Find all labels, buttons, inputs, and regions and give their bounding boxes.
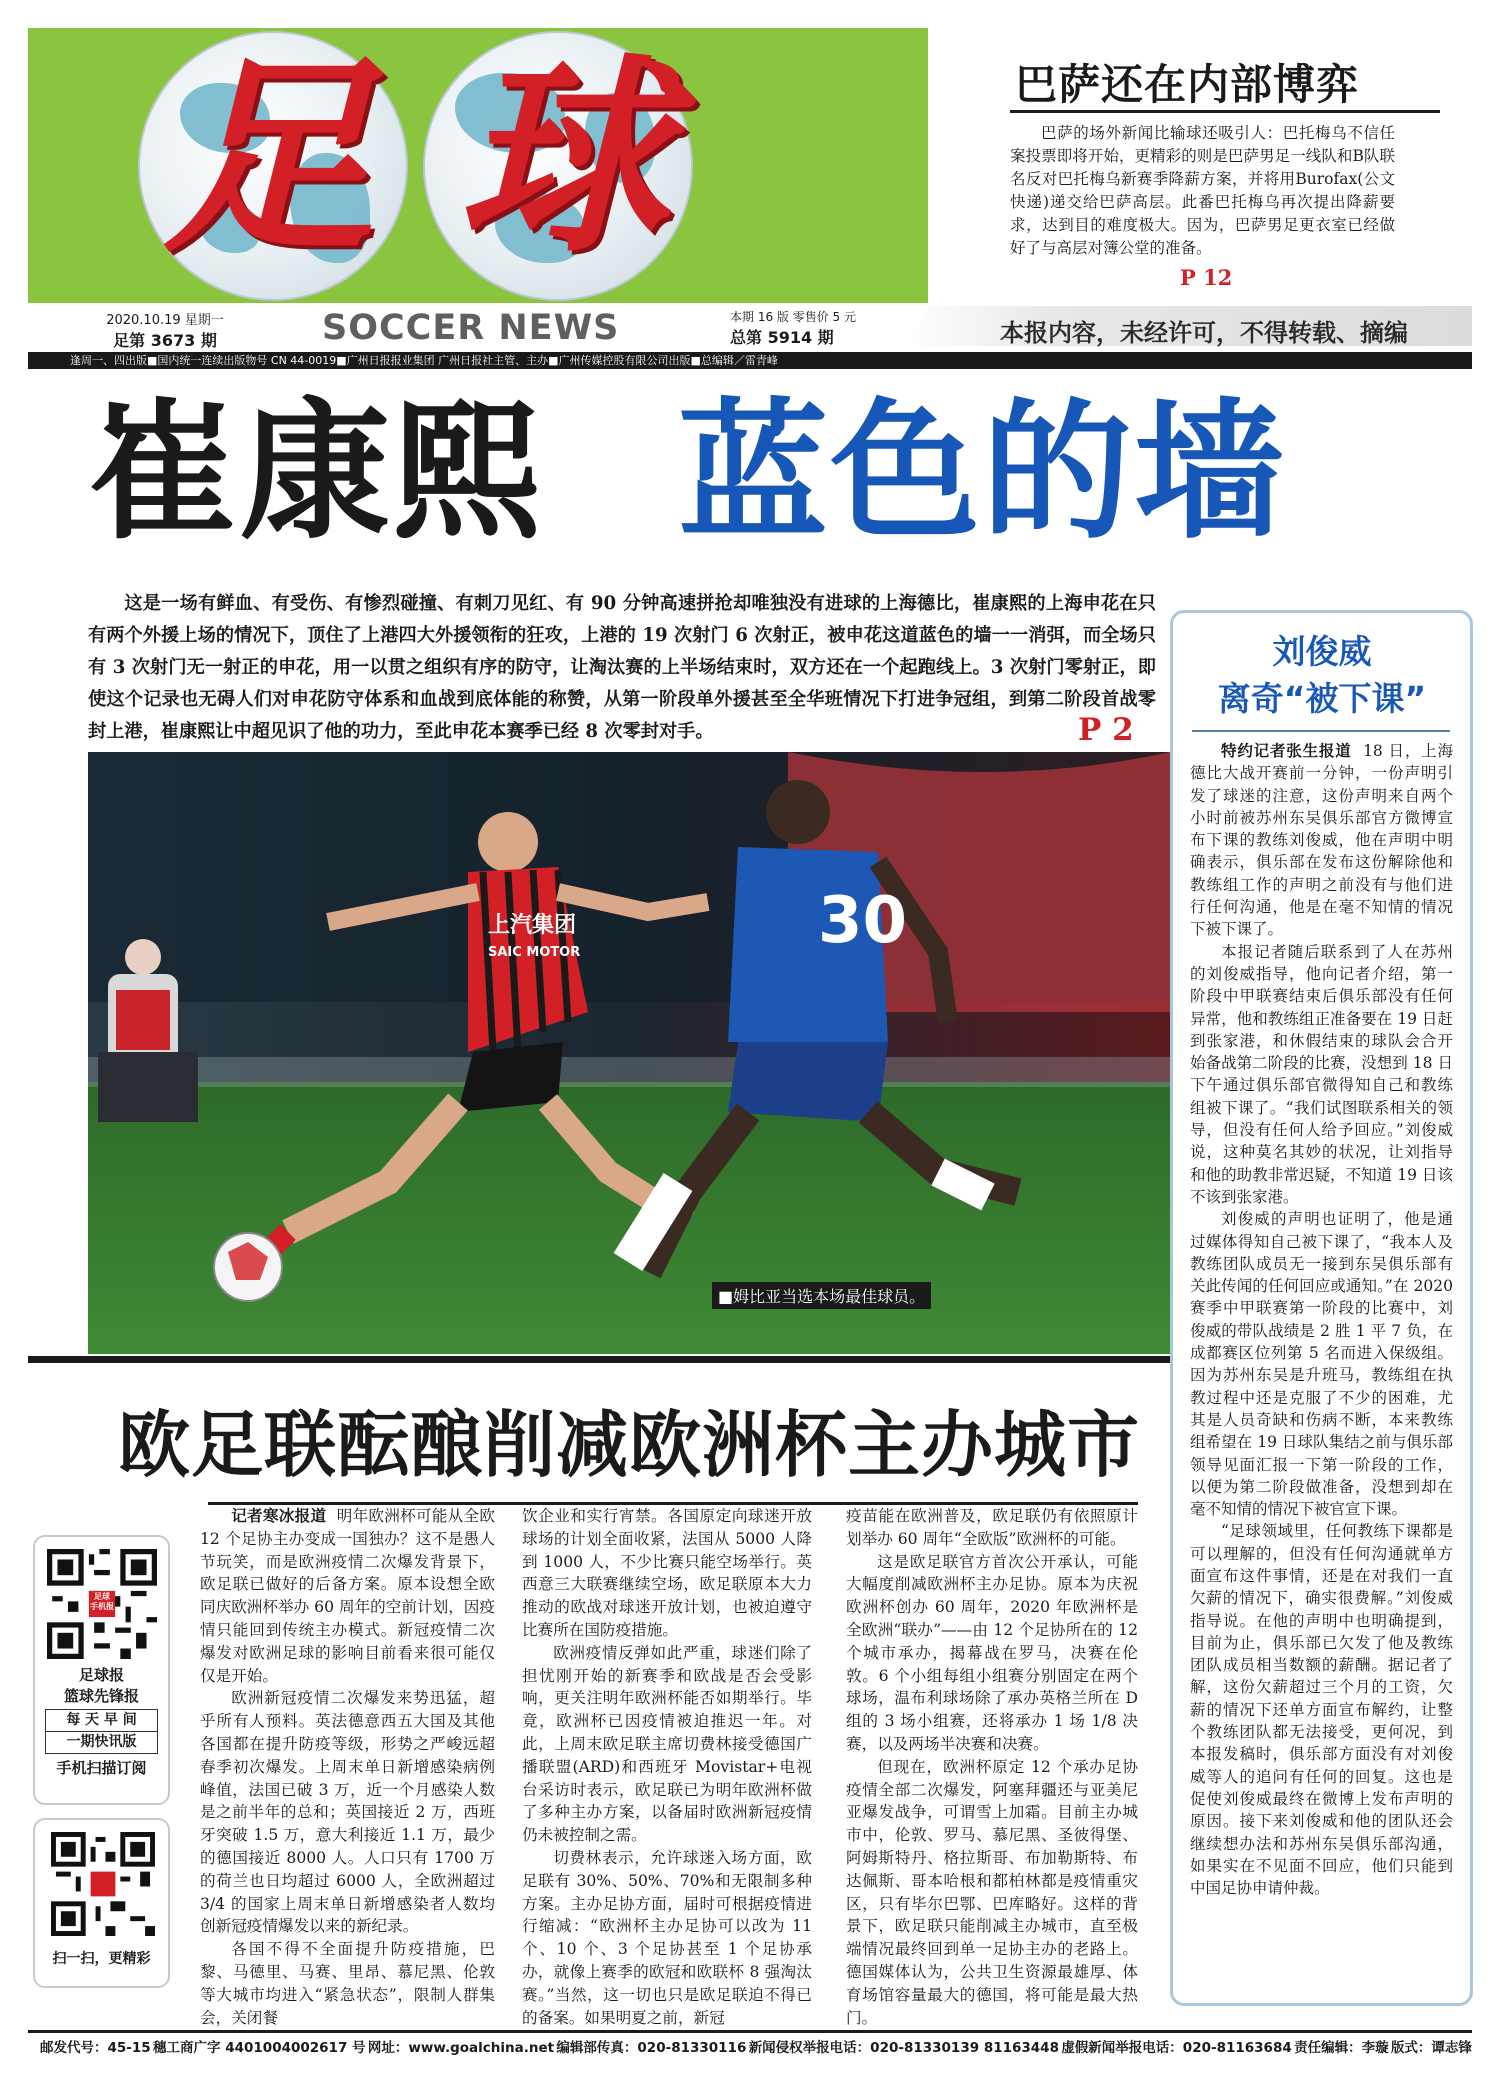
sidebar-paragraph xyxy=(1190,740,1453,941)
footer-fake-news-phone: 虚假新闻举报电话：020-81163684 xyxy=(1061,2040,1292,2056)
soccer-news-wordmark: SOCCER NEWS xyxy=(322,308,620,348)
promo-title: 巴萨还在内部博弈 xyxy=(1015,60,1360,109)
article-paragraph: 疫苗能在欧洲普及，欧足联仍有依照原计划举办 60 周年“全欧版”欧洲杯的可能。 xyxy=(846,1507,1138,1548)
sidebar-paragraph: 刘俊威的声明也证明了，他是通过媒体得知自己被下课了，“我本人及教练团队成员无一接到东吴俱乐部有关此传闻的任何回应或通知。”在 2020 赛季中甲联赛第一阶段的比赛中，刘俊威的带队战绩是 2 胜 1 平 7 负，在成都赛区位列第 5 名而进入保级组。因为苏州东吴是升班马，教练组在执教过程中还是克服了不少的困难，尤其是人员奇缺和伤病不断，本来教练组希望在 19 日球队集结之前与俱乐部领导见面汇报一下第一阶段的工作，以便为第二阶段做准备，没想到却在毫不知情的情况下被官宣下课。 xyxy=(1190,1210,1453,1519)
footer-license: 穗工商广字 4401004002617 号 xyxy=(153,2040,366,2056)
issue-number: 足第 3673 期 xyxy=(113,331,217,350)
article-paragraph: 这是欧足联官方首次公开承认，可能大幅度削减欧洲杯主办足协。原本为庆祝欧洲杯创办 60 周年，2020 年欧洲杯是全欧洲“联办”——由 12 个足协所在的 12 个城市承办，揭幕战在罗马，决赛在伦敦。6 个小组每组小组赛分别固定在两个球场，温布利球场除了承办英格兰所在 D 组的 3 场小组赛，还将承办 1 场 1/8 决赛，以及两场半决赛和决赛。 xyxy=(846,1552,1138,1753)
footer-website[interactable]: 网址：www.goalchina.net xyxy=(367,2040,555,2056)
pages-price: 本期 16 版 零售价 5 元 xyxy=(730,310,856,324)
article-paragraph: 饮企业和实行宵禁。各国原定向球迷开放球场的计划全面收紧，法国从 5000 人降到 1000 人，不少比赛只能空场举行。英西意三大联赛继续空场，欧足联原本大力推动的欧战对球迷开放计划，也被迫遵守比赛所在国防疫措施。 xyxy=(522,1507,812,1639)
article-paragraph-text: 明年欧洲杯可能从全欧 12 个足协主办变成一国独办？这不是愚人节玩笑，而是欧洲疫情二次爆发背景下，欧足联已做好的后备方案。原本设想全欧同庆欧洲杯举办 60 周年的空前计划，因疫情只能回到传统主办模式。新冠疫情二次爆发对欧洲足球的影响目前看来很可能仅仅是开始。 xyxy=(200,1507,495,1685)
article-paragraph xyxy=(200,1505,495,1687)
sidebar-rule xyxy=(1192,730,1450,732)
footer-postal: 邮发代号：45-15 xyxy=(40,2040,151,2056)
promo-body: 巴萨的场外新闻比输球还吸引人：巴托梅乌不信任案投票即将开始，更精彩的则是巴萨男足一线队和B队联名反对巴托梅乌新赛季降薪方案，并将用Burofax(公文快递)递交给巴萨高层。此番巴托梅乌再次提出降薪要求，达到目的难度极大。因为，巴萨男足更衣室已经做好了与高层对簿公堂的准备。 xyxy=(1010,124,1395,257)
photo-bottom-rule xyxy=(28,1356,1172,1363)
issue-date: 2020.10.19 星期一 xyxy=(106,313,224,328)
qr-badge-text: 足球 xyxy=(94,1592,110,1601)
qr-badge-sub: 手机报 xyxy=(90,1602,114,1611)
sidebar-paragraph: 本报记者随后联系到了人在苏州的刘俊威指导，他向记者介绍，第一阶段中甲联赛结束后俱乐部没有任何异常，他和教练组正准备要在 19 日赶到张家港，和休假结束的球队会合开始备战第二阶段的比赛，没想到 18 日下午通过俱乐部官微得知自己和教练组被下课了。“我们试图联系相关的领导，但没有任何人给予回应。”刘俊威说，这种莫名其妙的状况，让刘指导和他的助教非常迟疑，不知道 19 日该不该到张家港。 xyxy=(1190,942,1453,1206)
jersey-number: 30 xyxy=(818,884,908,958)
footer-fax: 编辑部传真：020-81330116 xyxy=(556,2040,747,2056)
footer-rule xyxy=(28,2030,1472,2033)
footer-editor: 责任编辑：李璇 xyxy=(1294,2040,1389,2056)
qr-label-line-2: 篮球先锋报 xyxy=(63,1687,139,1705)
publication-bar: 逢周一、四出版■国内统一连续出版物号 CN 44-0019■广州日报报业集团 广州日报社主管、主办■广州传媒控股有限公司出版■总编辑／雷青峰 xyxy=(28,352,1472,369)
sidebar-title-line-2: 离奇“被下课” xyxy=(1217,679,1427,718)
match-photo-illustration xyxy=(88,752,1170,1354)
article-column-1 xyxy=(200,1505,495,2029)
copyright-notice: 本报内容，未经许可，不得转载、摘编 xyxy=(1000,319,1408,347)
sidebar-title xyxy=(1172,628,1472,722)
article-paragraph: 欧洲新冠疫情二次爆发来势迅猛，超乎所有人预料。英法德意西五大国及其他各国都在提升防疫等级，形势之严峻远超春季初次爆发。上周末单日新增感染病例峰值，法国已破 3 万，近一个月感染人数是之前半年的总和；英国接近 2 万，西班牙突破 1.5 万，意大利接近 1.1 万，最少的德国接近 8000 人。人口只有 1700 万的荷兰也日均超过 6000 人，全欧洲超过 3/4 的国家上周末单日新增感染者人数均创新冠疫情爆发以来的新纪录。 xyxy=(200,1689,495,1936)
date-block xyxy=(90,309,240,351)
article-paragraph: 各国不得不全面提升防疫措施，巴黎、马德里、马赛、里昂、慕尼黑、伦敦等大城市均进入“紧急状态”，限制人群集会，关闭餐 xyxy=(200,1940,495,2027)
sidebar-body xyxy=(1190,740,1453,1899)
promo-page-ref[interactable]: P 12 xyxy=(1180,265,1233,290)
qr-label-line-5: 手机扫描订阅 xyxy=(56,1759,147,1777)
sidebar-paragraph: “足球领域里，任何教练下课都是可以理解的，但没有任何沟通就单方面宣布这件事情，还是在对我们一直欠薪的情况下，确实很费解。”刘俊威指导说。在他的声明中也明确提到，目前为止，俱乐部已欠发了他及教练团队成员相当数额的薪酬。据记者了解，这份欠薪超过三个月的工资，欠薪的情况下还单方面宣布解约，让整个教练团队都无法接受，更何况，到本报发稿时，俱乐部方面没有对刘俊威等人的追问有任何的回复。这也是促使刘俊威最终在微博上发布声明的原因。接下来刘俊威和他的团队还会继续想办法和苏州东吴俱乐部沟通，如果实在不见面不回应，他们只能到中国足协申请仲裁。 xyxy=(1190,1522,1453,1898)
article-paragraph: 但现在，欧洲杯原定 12 个承办足协疫情全部二次爆发，阿塞拜疆还与亚美尼亚爆发战争，可谓雪上加霜。目前主办城市中，伦敦、罗马、慕尼黑、圣彼得堡、阿姆斯特丹、格拉斯哥、布加勒斯特、布达佩斯、哥本哈根和都柏林都是疫情重灾区，只有毕尔巴鄂、巴库略好。这样的背景下，欧足联只能削减主办城市，直至极端情况最终回到单一足协主办的老路上。德国媒体认为，公共卫生资源最雄厚、体育场馆容量最大的德国，将可能是最大热门。 xyxy=(846,1757,1138,2027)
qr-subscribe-box[interactable] xyxy=(33,1535,170,1805)
logo-char-zu: 足 xyxy=(163,34,374,281)
footer-designer: 版式：谭志锋 xyxy=(1390,2040,1472,2056)
qr-label-line-1: 足球报 xyxy=(78,1666,124,1684)
qr-follow-label: 扫一扫，更精彩 xyxy=(52,1951,151,1967)
footer-tip-phone: 新闻侵权举报电话：020-81330139 81163448 xyxy=(748,2040,1059,2056)
main-headline-blue: 蓝色的墙 xyxy=(678,384,1287,560)
jersey-sponsor: 上汽集团 xyxy=(488,913,577,938)
promo-rule xyxy=(1010,110,1440,113)
sidebar-byline: 特约记者张生报道 xyxy=(1221,742,1352,760)
main-lead: 这是一场有鲜血、有受伤、有惨烈碰撞、有刺刀见红、有 90 分钟高速拼抢却唯独没有进球的上海德比，崔康熙的上海申花在只有两个外援上场的情况下，顶住了上港四大外援领衔的狂攻，上港的 19 次射门 6 次射正，被申花这道蓝色的墙一一消弭，而全场只有 3 次射门无一射正的申花，用一以贯之组织有序的防守，让淘汰赛的上半场结束时，双方还在一个起跑线上。3 次射门零射正，即使这个记录也无碍人们对申花防守体系和血战到底体能的称赞，从第一阶段单外援甚至全华班情况下打进争冠组，到第二阶段首战零封上港，崔康熙让中超见识了他的功力，至此申花本赛季已经 8 次零封对手。 xyxy=(88,593,1156,742)
logo-char-qiu: 球 xyxy=(458,34,669,281)
photo-caption: ■姆比亚当选本场最佳球员。 xyxy=(712,1282,931,1309)
second-headline: 欧足联酝酿削减欧洲杯主办城市 xyxy=(118,1402,1141,1487)
article-paragraph: 切费林表示，允许球迷入场方面，欧足联有 30%、50%、70%和无限制多种方案。主办足协方面，届时可根据疫情进行缩减：“欧洲杯主办足协可以改为 11 个、10 个、3 个足协甚至 1 个足协承办，就像上赛季的欧冠和欧联杯 8 强淘汰赛。”当然，这一切也只是欧足联迫不得已的备案。如果明夏之前，新冠 xyxy=(522,1848,812,2027)
article-byline: 记者寒冰报道 xyxy=(231,1507,327,1525)
main-headline-name: 崔康熙 xyxy=(88,384,545,560)
total-issue: 总第 5914 期 xyxy=(730,328,834,347)
jersey-sponsor-sub: SAIC MOTOR xyxy=(488,945,581,960)
article-column-2 xyxy=(522,1505,812,2029)
article-column-3 xyxy=(846,1505,1138,2029)
qr-label-line-4: 一期快讯版 xyxy=(45,1732,158,1754)
article-paragraph: 欧洲疫情反弹如此严重，球迷们除了担忧刚开始的新赛季和欧战是否会受影响，更关注明年欧洲杯能否如期举行。毕竟，欧洲杯已因疫情被迫推迟一年。对此，上周末欧足联主席切费林接受德国广播联盟(ARD)和西班牙 Movistar+电视台采访时表示，欧足联已为明年欧洲杯做了多种主办方案，以备届时欧洲新冠疫情仍未被控制之需。 xyxy=(522,1643,812,1845)
qr-code-icon[interactable] xyxy=(51,1832,155,1936)
masthead xyxy=(28,28,928,303)
qr-subscribe-label xyxy=(35,1665,168,1779)
sidebar-title-line-1: 刘俊威 xyxy=(1272,632,1372,671)
footer xyxy=(40,2036,1472,2056)
qr-badge xyxy=(87,1592,117,1612)
main-page-ref[interactable]: P 2 xyxy=(1078,712,1134,748)
qr-label-line-3: 每 天 早 间 xyxy=(45,1709,158,1732)
qr-follow-box[interactable] xyxy=(33,1818,170,1988)
sidebar-paragraph-text: 18 日，上海德比大战开赛前一分钟，一份声明引发了球迷的注意，这份声明来自两个小时前被苏州东吴俱乐部官方微博宣布下课的教练刘俊威，他在声明中明确表示，俱乐部在发布这份解除他和教练组工作的声明之前没有与他们进行任何沟通，他是在毫不知情的情况下被下课了。 xyxy=(1190,742,1453,939)
match-photo xyxy=(88,752,1170,1354)
pages-block xyxy=(730,308,920,348)
